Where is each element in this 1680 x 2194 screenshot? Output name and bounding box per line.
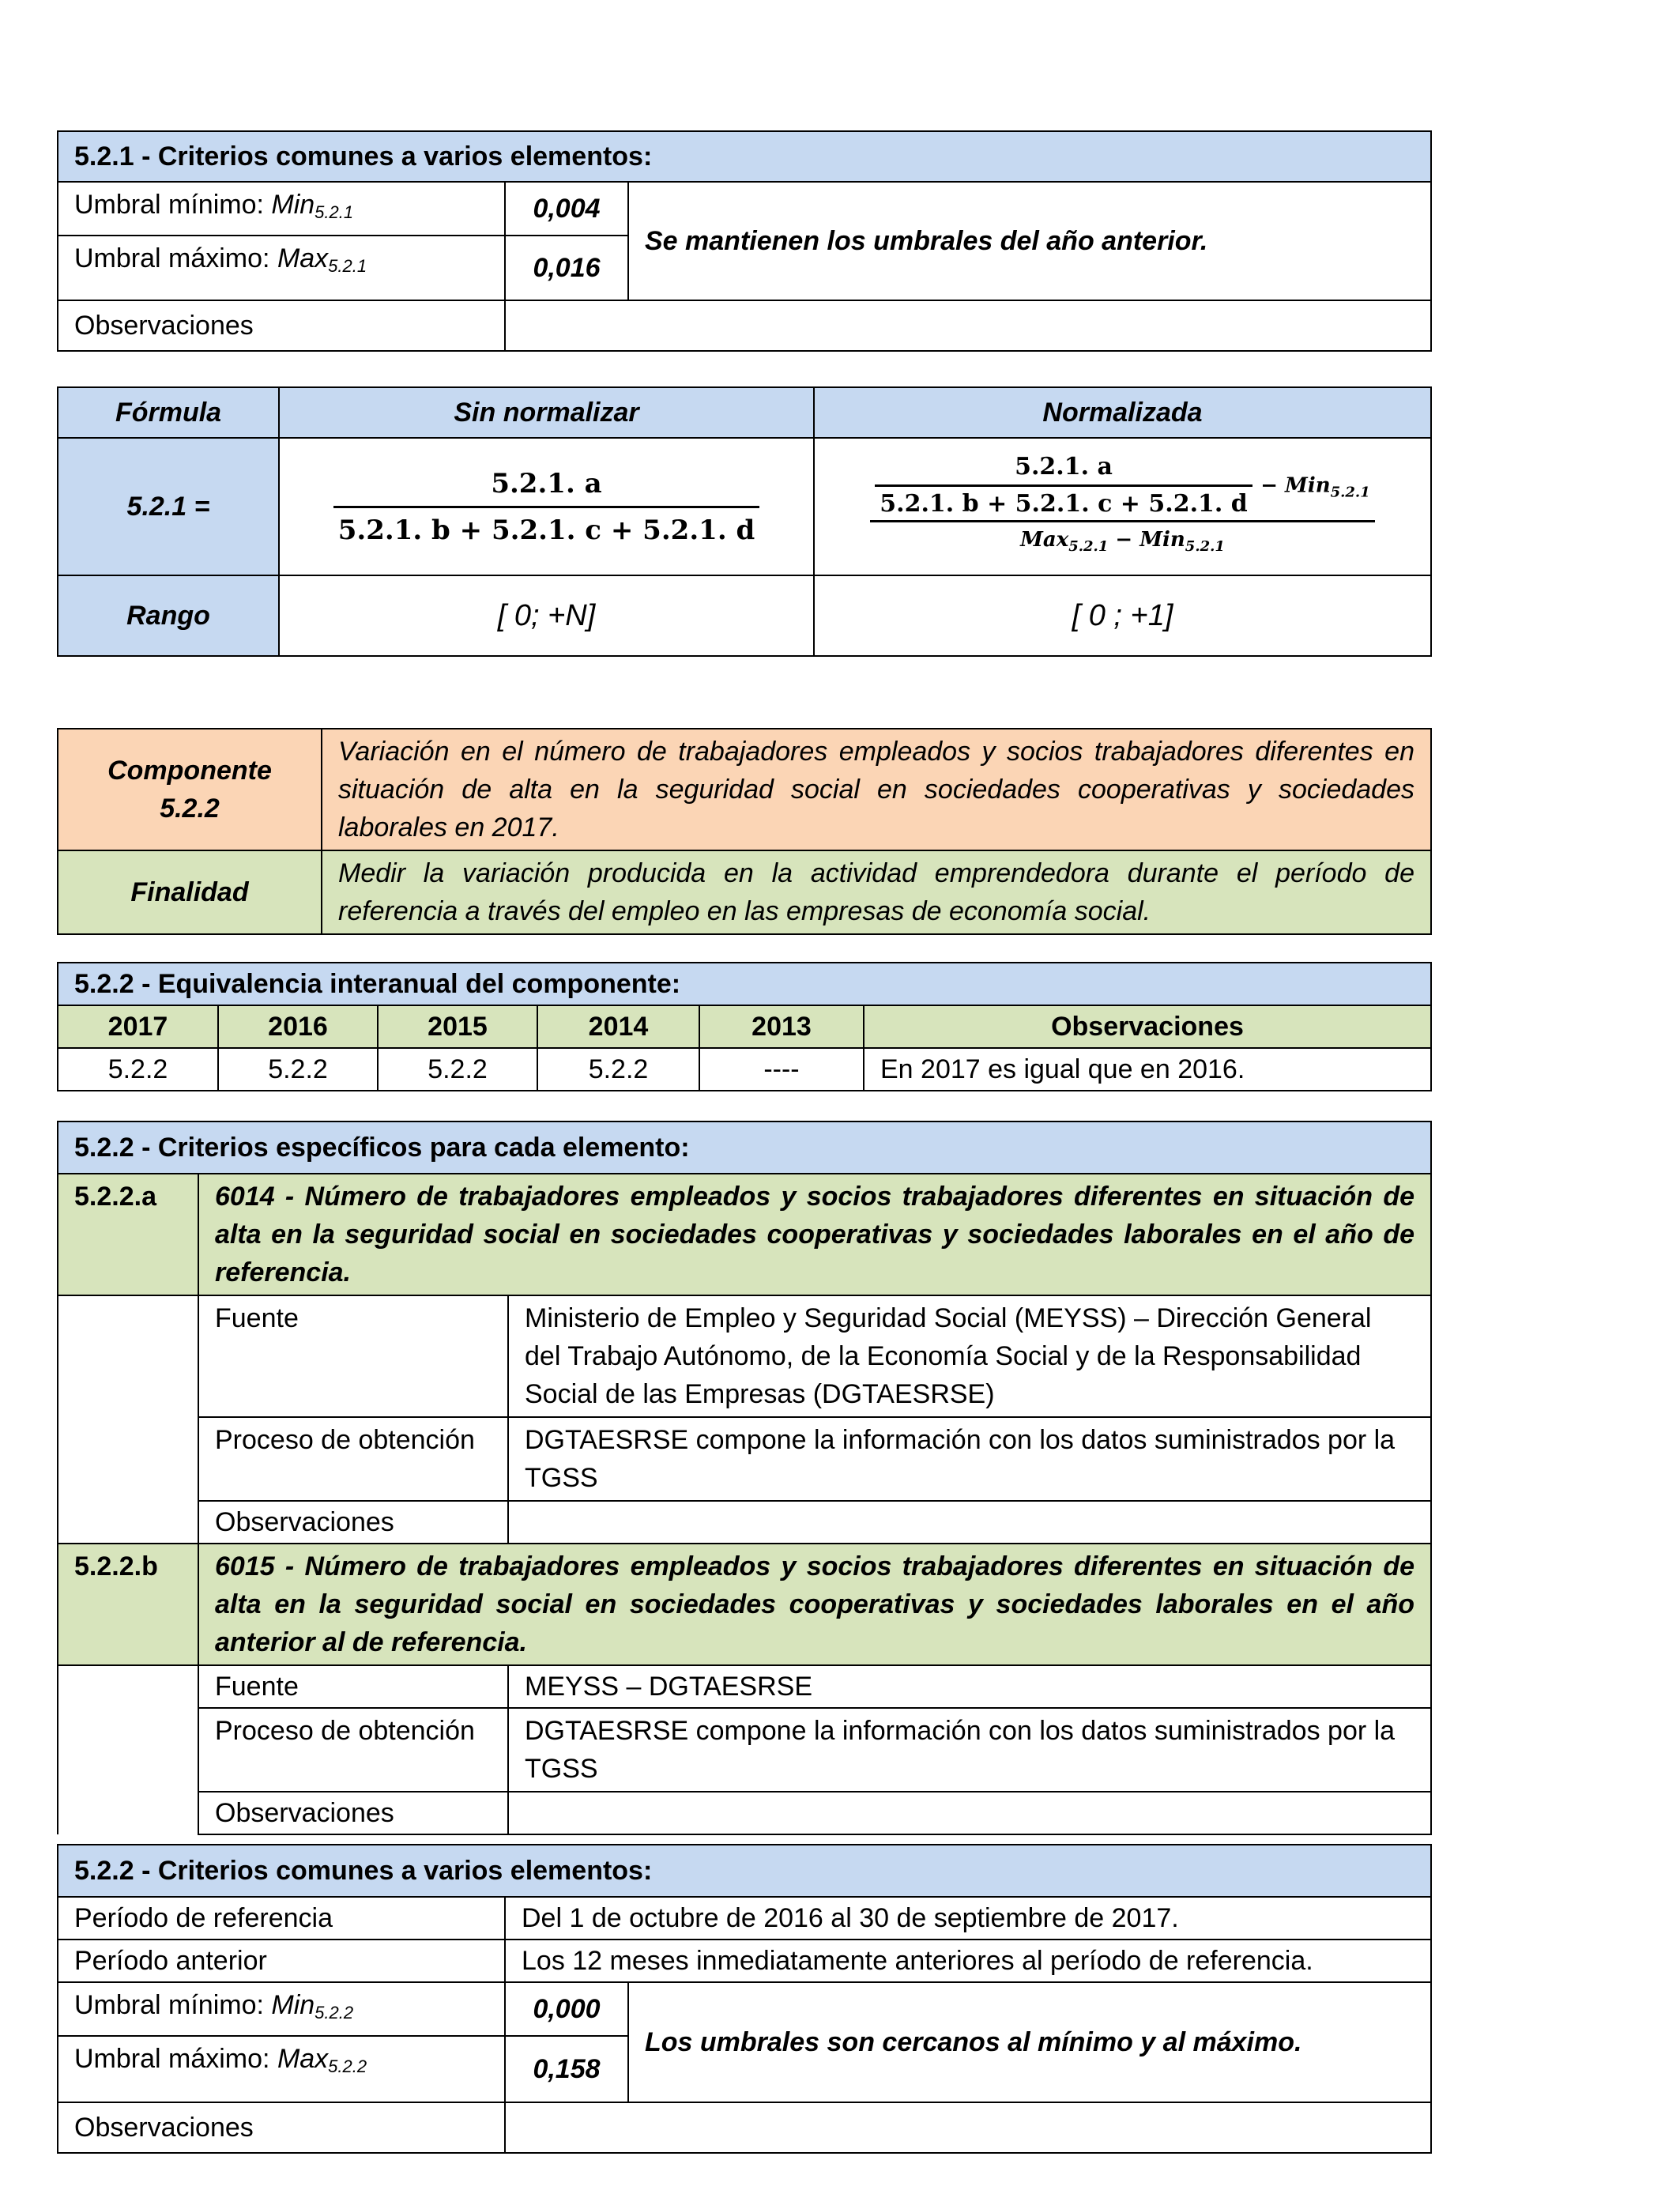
observaciones-label: Observaciones bbox=[58, 2102, 505, 2153]
periodo-anterior-label: Período anterior bbox=[58, 1940, 505, 1982]
fuente-label: Fuente bbox=[198, 1295, 508, 1417]
cell-2015: 5.2.2 bbox=[378, 1048, 537, 1091]
umbral-minimo-label: Umbral mínimo: Min$_{5.2.2}$ bbox=[58, 1982, 505, 2036]
spacer bbox=[58, 1665, 198, 1834]
umbral-maximo-value: 0,016 bbox=[505, 236, 628, 300]
rango-label: Rango bbox=[58, 575, 279, 656]
element-a-title: 6014 - Número de trabajadores empleados y socios trabajadores diferentes en situación de alta en la seguridad social en sociedades cooperativas y sociedades laborales en el año de referencia. bbox=[198, 1174, 1431, 1295]
fuente-value: MEYSS – DGTAESRSE bbox=[508, 1665, 1431, 1708]
proceso-label: Proceso de obtención bbox=[198, 1417, 508, 1501]
section-header: 5.2.2 - Criterios comunes a varios elementos: bbox=[58, 1845, 1431, 1897]
section-header: 5.2.2 - Criterios específicos para cada elemento: bbox=[58, 1122, 1431, 1174]
observaciones-label: Observaciones bbox=[198, 1792, 508, 1834]
periodo-anterior-value: Los 12 meses inmediatamente anteriores al período de referencia. bbox=[505, 1940, 1431, 1982]
element-b-title: 6015 - Número de trabajadores empleados y socios trabajadores diferentes en situación de alta en la seguridad social en sociedades cooperativas y sociedades laborales en el año anterior al de referencia. bbox=[198, 1544, 1431, 1665]
element-a-code: 5.2.2.a bbox=[58, 1174, 198, 1295]
formula-label: 5.2.1 = bbox=[58, 438, 279, 575]
table-equivalencia bbox=[57, 962, 1432, 1091]
observaciones-label: Observaciones bbox=[58, 300, 505, 351]
table-formula bbox=[57, 386, 1432, 657]
cell-2017: 5.2.2 bbox=[58, 1048, 218, 1091]
year-header-row bbox=[58, 1005, 1431, 1048]
table-5-2-2-criterios-comunes bbox=[57, 1844, 1432, 2154]
section-header: 5.2.2 - Equivalencia interanual del componente: bbox=[58, 963, 1431, 1005]
table-row bbox=[58, 1048, 1431, 1091]
componente-text: Variación en el número de trabajadores empleados y socios trabajadores diferentes en situación de alta en la seguridad social en sociedades cooperativas y sociedades laborales en 2017. bbox=[322, 729, 1431, 850]
umbral-note: Se mantienen los umbrales del año anterior. bbox=[628, 182, 1431, 300]
observaciones-value bbox=[505, 2102, 1431, 2153]
rango-normalizada: [ 0 ; +1] bbox=[814, 575, 1431, 656]
cell-2014: 5.2.2 bbox=[537, 1048, 699, 1091]
col-sin-normalizar: Sin normalizar bbox=[279, 387, 814, 438]
col-2015: 2015 bbox=[378, 1005, 537, 1048]
umbral-maximo-value: 0,158 bbox=[505, 2036, 628, 2102]
componente-label: Componente 5.2.2 bbox=[58, 729, 322, 850]
formula-sin-normalizar bbox=[279, 438, 814, 575]
umbral-note: Los umbrales son cercanos al mínimo y al máximo. bbox=[628, 1982, 1431, 2102]
col-observaciones: Observaciones bbox=[864, 1005, 1431, 1048]
fraction: $\frac{5.2.1. a}{5.2.1. b + 5.2.1. c + 5.2.1. d}$ bbox=[333, 465, 760, 549]
formula-normalizada bbox=[814, 438, 1431, 575]
observaciones-value bbox=[505, 300, 1431, 351]
observaciones-label: Observaciones bbox=[198, 1501, 508, 1544]
umbral-minimo-label: Umbral mínimo: Min$_{5.2.1}$ bbox=[58, 182, 505, 236]
cell-2013: ---- bbox=[699, 1048, 864, 1091]
fraction-normalizada: $\frac{5.2.1. a}{5.2.1. b + 5.2.1. c + 5.2.1. d}$ − Min$_{5.2.1}$ Max$_{5.2.1}$ − Min$_{5.2.1}$ bbox=[870, 453, 1374, 561]
finalidad-text: Medir la variación producida en la actividad emprendedora durante el período de referencia a través del empleo en las empresas de economía social. bbox=[322, 850, 1431, 934]
observaciones-value bbox=[508, 1792, 1431, 1834]
proceso-label: Proceso de obtención bbox=[198, 1708, 508, 1792]
col-2013: 2013 bbox=[699, 1005, 864, 1048]
umbral-minimo-value: 0,000 bbox=[505, 1982, 628, 2036]
fuente-label: Fuente bbox=[198, 1665, 508, 1708]
col-2016: 2016 bbox=[218, 1005, 378, 1048]
observaciones-value bbox=[508, 1501, 1431, 1544]
rango-sin-normalizar: [ 0; +N] bbox=[279, 575, 814, 656]
spacer bbox=[58, 1295, 198, 1544]
finalidad-label: Finalidad bbox=[58, 850, 322, 934]
table-criterios-especificos bbox=[57, 1121, 1432, 1835]
proceso-value: DGTAESRSE compone la información con los datos suministrados por la TGSS bbox=[508, 1417, 1431, 1501]
col-2014: 2014 bbox=[537, 1005, 699, 1048]
proceso-value: DGTAESRSE compone la información con los datos suministrados por la TGSS bbox=[508, 1708, 1431, 1792]
cell-observaciones: En 2017 es igual que en 2016. bbox=[864, 1048, 1431, 1091]
umbral-minimo-value: 0,004 bbox=[505, 182, 628, 236]
section-header: 5.2.1 - Criterios comunes a varios elementos: bbox=[58, 131, 1431, 182]
cell-2016: 5.2.2 bbox=[218, 1048, 378, 1091]
col-normalizada: Normalizada bbox=[814, 387, 1431, 438]
col-formula: Fórmula bbox=[58, 387, 279, 438]
fuente-value: Ministerio de Empleo y Seguridad Social (MEYSS) – Dirección General del Trabajo Autónomo, de la Economía Social y de la Responsabilidad Social de las Empresas (DGTAESRSE) bbox=[508, 1295, 1431, 1417]
periodo-referencia-value: Del 1 de octubre de 2016 al 30 de septiembre de 2017. bbox=[505, 1897, 1431, 1940]
table-componente bbox=[57, 728, 1432, 935]
element-b-code: 5.2.2.b bbox=[58, 1544, 198, 1665]
umbral-maximo-label: Umbral máximo: Max$_{5.2.1}$ bbox=[58, 236, 505, 300]
col-2017: 2017 bbox=[58, 1005, 218, 1048]
table-5-2-1-criterios-comunes bbox=[57, 130, 1432, 352]
periodo-referencia-label: Período de referencia bbox=[58, 1897, 505, 1940]
umbral-maximo-label: Umbral máximo: Max$_{5.2.2}$ bbox=[58, 2036, 505, 2102]
